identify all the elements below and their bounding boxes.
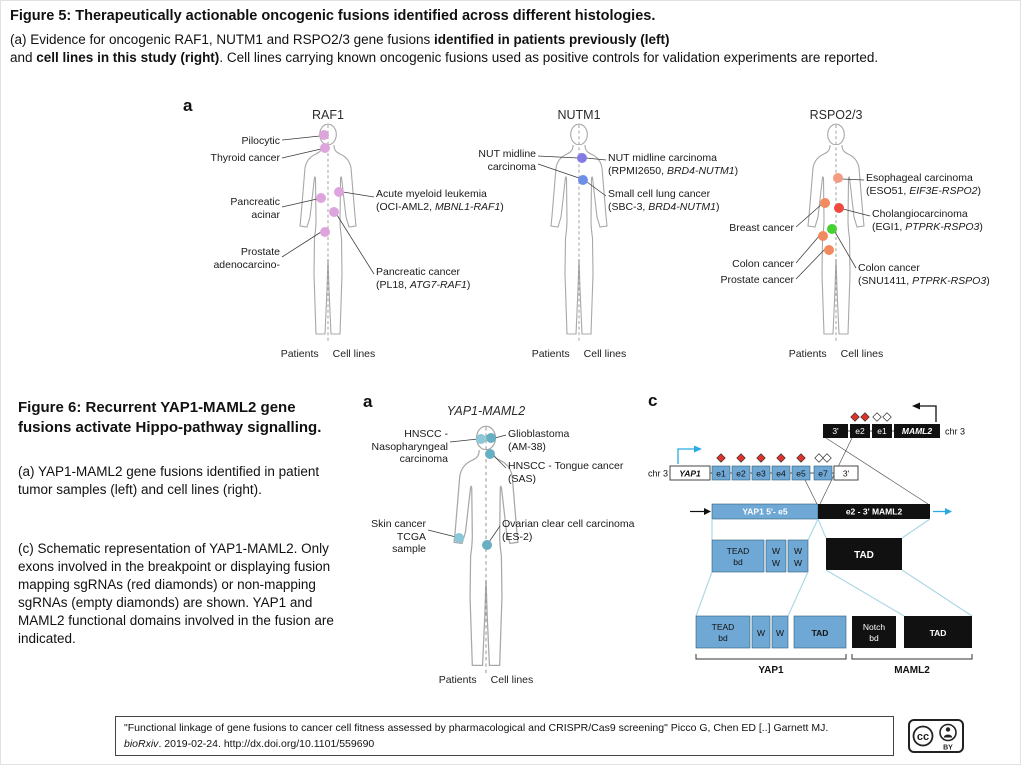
svg-text:TAD: TAD: [929, 628, 947, 638]
gene-name: PTPRK-RSPO3: [905, 220, 980, 233]
yap1-exon-text: e1: [716, 468, 726, 479]
label-name: Colon cancer: [858, 262, 920, 274]
sgrna-diamond-red: [717, 454, 725, 462]
maml2-e2-text: e2: [855, 426, 865, 436]
sgrna-diamond-red: [861, 413, 869, 421]
svg-text:bd: bd: [718, 633, 728, 643]
rspo-title: RSPO2/3: [809, 108, 863, 122]
label-pilocytic: Pilocytic: [241, 135, 280, 147]
svg-text:W: W: [771, 546, 781, 556]
full-length-protein-domains: [696, 616, 972, 648]
label-esophageal-carcinoma: Esophageal carcinoma (ESO51, EIF3E-RSPO2): [866, 172, 981, 197]
legend-patients: Patients: [280, 348, 319, 360]
chr3-label: chr 3: [648, 468, 669, 479]
fusion-schematic-panel: [640, 388, 1018, 706]
label-hnscc-tongue-cancer: [508, 460, 656, 485]
legend-patients: Patients: [531, 348, 570, 360]
label-pancreatic-acinar: Pancreatic acinar: [230, 196, 280, 221]
sgrna-diamond-empty: [815, 454, 823, 462]
sgrna-diamond-red: [757, 454, 765, 462]
gene-name: PTPRK-RSPO3: [912, 274, 987, 287]
dot-thyroid-cancer: [320, 143, 330, 153]
label-name: Glioblastoma: [508, 428, 570, 440]
raf1-legend: [248, 348, 408, 360]
maml2-transcription-arrow: [920, 406, 936, 422]
nutm1-legend: [499, 348, 659, 360]
sgrna-diamond-red: [777, 454, 785, 462]
figure6-title: Figure 6: Recurrent YAP1-MAML2 gene fusions activate Hippo-pathway signalling.: [18, 399, 322, 437]
cc-icon-text: cc: [916, 731, 930, 743]
maml2-notch-bd-domain: [852, 616, 896, 648]
label-name: NUT midline carcinoma: [608, 152, 717, 164]
svg-text:W: W: [793, 558, 803, 568]
journal-name: bioRxiv: [124, 738, 159, 751]
dot-skin-cancer: [454, 533, 464, 543]
rspo-body-figure: [706, 108, 1016, 370]
nutm1-title: NUTM1: [557, 108, 601, 122]
label-detail: (OCI-AML2,: [376, 200, 435, 213]
yap1-gene-track: [648, 446, 858, 481]
label-name: Pancreatic cancer: [376, 266, 461, 278]
yap1-maml2-legend: [406, 674, 566, 686]
figure6-panel-a-label: a: [363, 392, 373, 411]
dot-acute-myeloid-leukemia: [334, 187, 344, 197]
yap1-exon-text: e4: [776, 468, 786, 479]
dot-cholangiocarcinoma: [834, 203, 844, 213]
dot-colon-cancer: [818, 231, 828, 241]
yap1-maml2-body-panel: [356, 390, 656, 698]
gene-name: EIF3E-RSPO2: [909, 184, 978, 197]
label-name: Acute myeloid leukemia: [376, 188, 487, 200]
raf1-title: RAF1: [312, 108, 344, 122]
legend-patients: Patients: [438, 674, 477, 686]
yap1-transcription-arrow: [678, 449, 694, 464]
yap1-exon-text: e7: [818, 468, 828, 479]
label-detail: (SBC-3,: [608, 200, 649, 213]
citation-line1: "Functional linkage of gene fusions to cancer cell fitness assessed by pharmacological and CRISPR/Cas9 screening" Picco G, Chen ED [..] Garnett MJ.: [124, 722, 829, 734]
label-pancreatic-cancer: Pancreatic cancer (PL18, ATG7-RAF1): [376, 266, 471, 291]
maml2-gene-track: [823, 403, 965, 439]
figure5-panel-a-label: a: [183, 96, 193, 115]
sgrna-diamond-red: [851, 413, 859, 421]
svg-text:W: W: [793, 546, 803, 556]
fusion-right-arrowhead: [945, 508, 952, 515]
dot-glioblastoma: [486, 433, 496, 443]
fusion-left-arrowhead: [704, 508, 711, 515]
maml2-e1-text: e1: [877, 426, 887, 436]
dot-esophageal-carcinoma: [833, 173, 843, 183]
sgrna-diamond-red: [797, 454, 805, 462]
yap1-exon-text: e5: [796, 468, 806, 479]
legend-patients: Patients: [788, 348, 827, 360]
maml2-protein-label: MAML2: [894, 665, 930, 676]
yap1-maml2-title: YAP1-MAML2: [446, 404, 526, 418]
label-ovarian-clear-cell: [502, 518, 654, 543]
label-name: HNSCC - Tongue cancer: [508, 460, 624, 472]
dot-pancreatic-cancer: [329, 207, 339, 217]
nutm1-body-panel: [436, 108, 739, 370]
protein-braces: [696, 654, 972, 676]
fusion-maml2-text: e2 - 3' MAML2: [845, 506, 903, 517]
cc-by-badge-graphic: [908, 719, 964, 753]
figure5-title: Figure 5: Therapeutically actionable oncogenic fusions identified across different histologies.: [10, 8, 656, 24]
figure5-caption: [10, 31, 1013, 68]
gene-name: BRD4-NUTM1: [648, 200, 716, 213]
dot-prostate-adenocarcinoma: [320, 227, 330, 237]
figure6-caption-c: (c) Schematic representation of YAP1-MAML2. Only exons involved in the breakpoint or displaying fusion mapping sgRNAs (red diamonds) or non-mapping sgRNAs (empty diamonds) are shown. YAP1 and MAML2 functional domains involved in the fusion are indicated.: [18, 541, 334, 646]
chr3-label: chr 3: [945, 426, 966, 437]
label-detail: (PL18,: [376, 278, 410, 291]
svg-text:W: W: [756, 628, 766, 638]
mapping-lines-upper: [712, 519, 930, 540]
maml2-brace: [852, 654, 972, 659]
caption-text: . Cell lines carrying known oncogenic fusions used as positive controls for validation experiments are reported.: [219, 50, 879, 66]
label-thyroid-cancer: Thyroid cancer: [210, 152, 280, 164]
dot-hnscc-nasopharyngeal: [476, 434, 486, 444]
svg-text:TAD: TAD: [811, 628, 829, 638]
yap1-protein-label: YAP1: [758, 665, 784, 676]
svg-text:bd: bd: [869, 633, 879, 643]
person-head: [946, 727, 950, 731]
yap1-exon-text: e2: [736, 468, 746, 479]
dot-pancreatic-acinar: [316, 193, 326, 203]
mapping-lines-lower: [696, 570, 972, 616]
by-text: BY: [943, 744, 953, 752]
figure6-caption-a: (a) YAP1-MAML2 gene fusions identified in patient tumor samples (left) and cell lines (right).: [18, 464, 320, 497]
yap1-brace: [696, 654, 846, 659]
sgrna-diamond-empty: [883, 413, 891, 421]
dot-prostate-cancer: [824, 245, 834, 255]
dot-pilocytic: [319, 130, 329, 140]
citation-box: [115, 716, 894, 756]
label-detail: (EGI1,: [872, 220, 906, 233]
label-colon-cancer: Colon cancer: [732, 258, 794, 270]
yap1-arrowhead: [694, 446, 702, 453]
yap1-gene-text: YAP1: [679, 468, 701, 479]
caption-bold: identified in patients previously (left): [433, 32, 670, 47]
dot-breast-cancer: [820, 198, 830, 208]
citation-line2: bioRxiv. 2019-02-24. http://dx.doi.org/10.1101/559690: [124, 738, 375, 751]
doi-link[interactable]: http://dx.doi.org/10.1101/559690: [223, 738, 375, 751]
yap1-3prime-text: 3': [842, 468, 850, 479]
label-prostate-adenocarcinoma: Prostate adenocarcino-: [213, 246, 280, 271]
label-hnscc-nasopharyngeal: HNSCC - Nasopharyngeal carcinoma: [371, 428, 448, 466]
caption-bold: cell lines in this study (right): [36, 50, 220, 66]
svg-text:TEAD: TEAD: [726, 546, 750, 556]
label-name: Cholangiocarcinoma: [872, 208, 968, 220]
tead-bd-domain: [712, 540, 764, 572]
label-small-cell-lung-cancer: Small cell lung cancer (SBC-3, BRD4-NUTM1): [608, 188, 720, 213]
label-detail: (RPMI2650,: [608, 164, 667, 177]
sgrna-diamond-empty: [873, 413, 881, 421]
label-acute-myeloid-leukemia: Acute myeloid leukemia (OCI-AML2, MBNL1-RAF1): [376, 188, 504, 213]
label-detail: (SAS): [508, 472, 537, 485]
label-name: Small cell lung cancer: [608, 188, 711, 200]
label-nut-midline-carcinoma-patient: NUT midline carcinoma: [478, 148, 536, 173]
yap1-exon-text: e3: [756, 468, 766, 479]
label-prostate-cancer: Prostate cancer: [720, 274, 794, 286]
gene-name: BRD4-NUTM1: [666, 164, 735, 177]
connector-line: [495, 435, 506, 438]
svg-text:TEAD: TEAD: [711, 622, 735, 632]
connector-line: [282, 136, 320, 140]
label-detail: (SNU1411,: [858, 274, 913, 287]
label-detail: (ES-2): [502, 530, 533, 543]
figure6-panel-c-label: c: [648, 391, 658, 410]
svg-text:W: W: [775, 628, 785, 638]
label-cholangiocarcinoma: Cholangiocarcinoma (EGI1, PTPRK-RSPO3): [872, 208, 983, 233]
dot-nut-midline-carcinoma: [577, 153, 587, 163]
yap1-tead-bd-domain: [696, 616, 750, 648]
legend-cell-lines: Cell lines: [490, 674, 534, 686]
fusion-protein-domains: [712, 538, 902, 572]
svg-text:Notch: Notch: [862, 622, 886, 632]
legend-cell-lines: Cell lines: [583, 348, 627, 360]
fusion-transcript-bar: [690, 504, 952, 519]
fusion-yap1-text: YAP1 5'- e5: [742, 506, 788, 517]
label-detail: (AM-38): [508, 440, 546, 453]
label-skin-cancer-tcga: Skin cancer TCGA sample: [371, 518, 426, 556]
legend-cell-lines: Cell lines: [840, 348, 884, 360]
label-glioblastoma: [508, 428, 638, 453]
dot-small-cell-lung-cancer: [578, 175, 588, 185]
connector-line: [428, 530, 456, 537]
caption-text: and: [10, 50, 37, 66]
fusion-schematic: [640, 388, 1018, 706]
svg-text:W: W: [771, 558, 781, 568]
svg-text:bd: bd: [733, 557, 743, 567]
label-name: Ovarian clear cell carcinoma: [502, 518, 635, 530]
connector-line: [796, 235, 820, 263]
dot-hnscc-tongue: [485, 449, 495, 459]
gene-name: MBNL1-RAF1: [434, 200, 501, 213]
label-breast-cancer: Breast cancer: [729, 222, 794, 234]
label-nut-midline-carcinoma-cell-line: NUT midline carcinoma (RPMI2650, BRD4-NUTM1): [608, 152, 739, 177]
gene-name: ATG7-RAF1: [409, 278, 467, 291]
cc-by-badge[interactable]: [908, 719, 964, 758]
connector-line: [450, 439, 478, 442]
caption-text: (a) Evidence for oncogenic RAF1, NUTM1 and RSPO2/3 gene fusions: [10, 32, 434, 47]
dot-ovarian-clear-cell: [482, 540, 492, 550]
maml2-arrowhead: [912, 403, 920, 410]
sgrna-diamond-empty: [823, 454, 831, 462]
label-colon-cancer-cell-line: Colon cancer (SNU1411, PTPRK-RSPO3): [858, 262, 990, 287]
maml2-3prime-text: 3': [832, 426, 839, 436]
label-name: Esophageal carcinoma: [866, 172, 973, 184]
sgrna-diamond-red: [737, 454, 745, 462]
legend-cell-lines: Cell lines: [332, 348, 376, 360]
rspo-legend: [756, 348, 916, 360]
svg-text:TAD: TAD: [854, 550, 874, 561]
maml2-gene-text: MAML2: [901, 426, 933, 436]
label-detail: (ESO51,: [866, 184, 910, 197]
dot-colon-cancer-cell-line: [827, 224, 837, 234]
rspo-body-panel: [706, 108, 1016, 370]
